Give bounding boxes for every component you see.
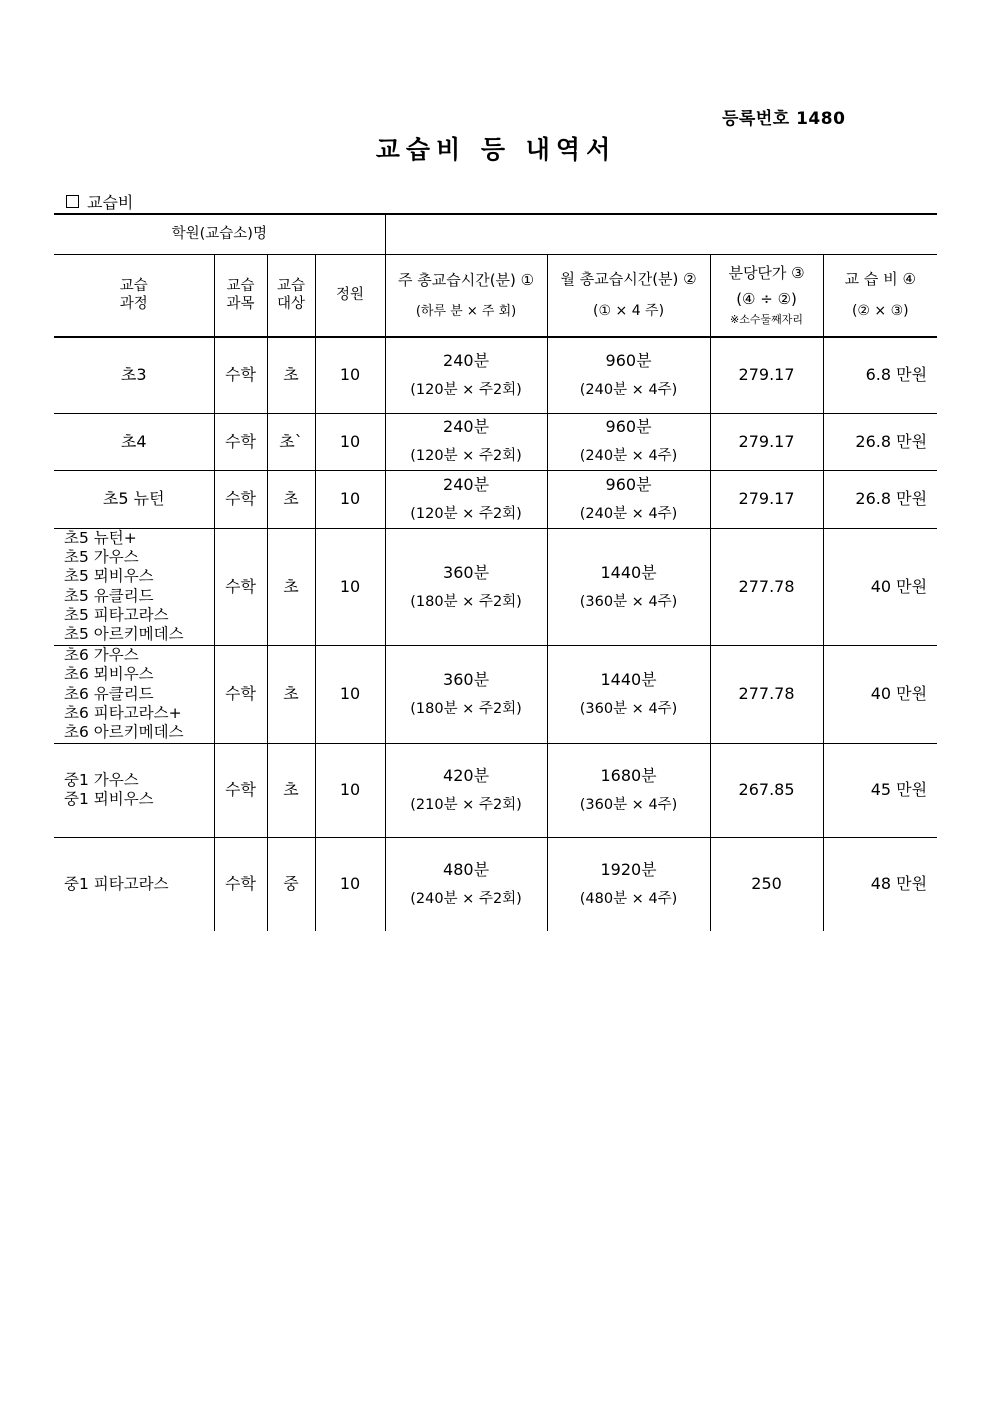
cell-target: 초 [267, 743, 315, 837]
cell-monthly: 1680분 (360분 × 4주) [547, 743, 710, 837]
table-row [54, 528, 937, 645]
cell-subject: 수학 [214, 470, 267, 528]
cell-capacity: 10 [315, 743, 385, 837]
cell-course: 중1 가우스 중1 뫼비우스 [54, 743, 214, 837]
cell-target: 초` [267, 413, 315, 470]
table-row [54, 337, 937, 413]
header-course: 교습 과정 [54, 254, 214, 337]
cell-unit-price: 279.17 [710, 337, 823, 413]
cell-weekly: 240분 (120분 × 주2회) [385, 337, 547, 413]
cell-subject: 수학 [214, 743, 267, 837]
cell-capacity: 10 [315, 413, 385, 470]
cell-subject: 수학 [214, 645, 267, 743]
cell-course: 초3 [54, 337, 214, 413]
cell-fee: 48 만원 [823, 837, 937, 931]
cell-fee: 6.8 만원 [823, 337, 937, 413]
section-label: 교습비 [87, 193, 134, 212]
cell-monthly: 960분 (240분 × 4주) [547, 413, 710, 470]
cell-fee: 45 만원 [823, 743, 937, 837]
cell-weekly: 480분 (240분 × 주2회) [385, 837, 547, 931]
cell-monthly: 960분 (240분 × 4주) [547, 470, 710, 528]
cell-capacity: 10 [315, 470, 385, 528]
header-monthly: 월 총교습시간(분) ② (① × 4 주) [547, 254, 710, 337]
academy-name-label: 학원(교습소)명 [54, 214, 385, 254]
cell-subject: 수학 [214, 837, 267, 931]
cell-target: 초 [267, 337, 315, 413]
cell-subject: 수학 [214, 337, 267, 413]
cell-target: 초 [267, 470, 315, 528]
cell-unit-price: 277.78 [710, 645, 823, 743]
cell-course: 초4 [54, 413, 214, 470]
cell-course: 초5 뉴턴 [54, 470, 214, 528]
cell-monthly: 1920분 (480분 × 4주) [547, 837, 710, 931]
cell-weekly: 360분 (180분 × 주2회) [385, 645, 547, 743]
table-row [54, 470, 937, 528]
header-target: 교습 대상 [267, 254, 315, 337]
cell-capacity: 10 [315, 837, 385, 931]
header-unit-price: 분당단가 ③ (④ ÷ ②) ※소수둘째자리 [710, 254, 823, 337]
cell-unit-price: 277.78 [710, 528, 823, 645]
cell-fee: 40 만원 [823, 528, 937, 645]
header-weekly: 주 총교습시간(분) ① (하루 분 × 주 회) [385, 254, 547, 337]
document-title: 교습비 등 내역서 [375, 135, 617, 164]
registration-number: 등록번호 1480 [722, 109, 846, 129]
header-row [54, 254, 937, 337]
section-heading [66, 190, 133, 213]
cell-unit-price: 267.85 [710, 743, 823, 837]
cell-course: 초5 뉴턴+ 초5 가우스 초5 뫼비우스 초5 유클리드 초5 피타고라스 초5 아르키메데스 [54, 528, 214, 645]
cell-fee: 26.8 만원 [823, 413, 937, 470]
table-row [54, 413, 937, 470]
academy-name-value [385, 214, 937, 254]
cell-fee: 26.8 만원 [823, 470, 937, 528]
cell-monthly: 960분 (240분 × 4주) [547, 337, 710, 413]
header-capacity: 정원 [315, 254, 385, 337]
table-row [54, 743, 937, 837]
table-row [54, 645, 937, 743]
cell-weekly: 420분 (210분 × 주2회) [385, 743, 547, 837]
cell-weekly: 240분 (120분 × 주2회) [385, 470, 547, 528]
cell-unit-price: 279.17 [710, 470, 823, 528]
table-row [54, 837, 937, 931]
cell-course: 초6 가우스 초6 뫼비우스 초6 유클리드 초6 피타고라스+ 초6 아르키메데스 [54, 645, 214, 743]
cell-weekly: 360분 (180분 × 주2회) [385, 528, 547, 645]
cell-monthly: 1440분 (360분 × 4주) [547, 645, 710, 743]
checkbox-icon [66, 195, 79, 208]
academy-name-row [54, 214, 937, 254]
cell-monthly: 1440분 (360분 × 4주) [547, 528, 710, 645]
cell-capacity: 10 [315, 645, 385, 743]
cell-target: 중 [267, 837, 315, 931]
fee-table [54, 213, 937, 931]
cell-unit-price: 279.17 [710, 413, 823, 470]
cell-subject: 수학 [214, 413, 267, 470]
cell-fee: 40 만원 [823, 645, 937, 743]
cell-capacity: 10 [315, 337, 385, 413]
cell-weekly: 240분 (120분 × 주2회) [385, 413, 547, 470]
cell-capacity: 10 [315, 528, 385, 645]
cell-subject: 수학 [214, 528, 267, 645]
cell-course: 중1 피타고라스 [54, 837, 214, 931]
header-subject: 교습 과목 [214, 254, 267, 337]
cell-target: 초 [267, 645, 315, 743]
cell-target: 초 [267, 528, 315, 645]
header-fee: 교 습 비 ④ (② × ③) [823, 254, 937, 337]
cell-unit-price: 250 [710, 837, 823, 931]
